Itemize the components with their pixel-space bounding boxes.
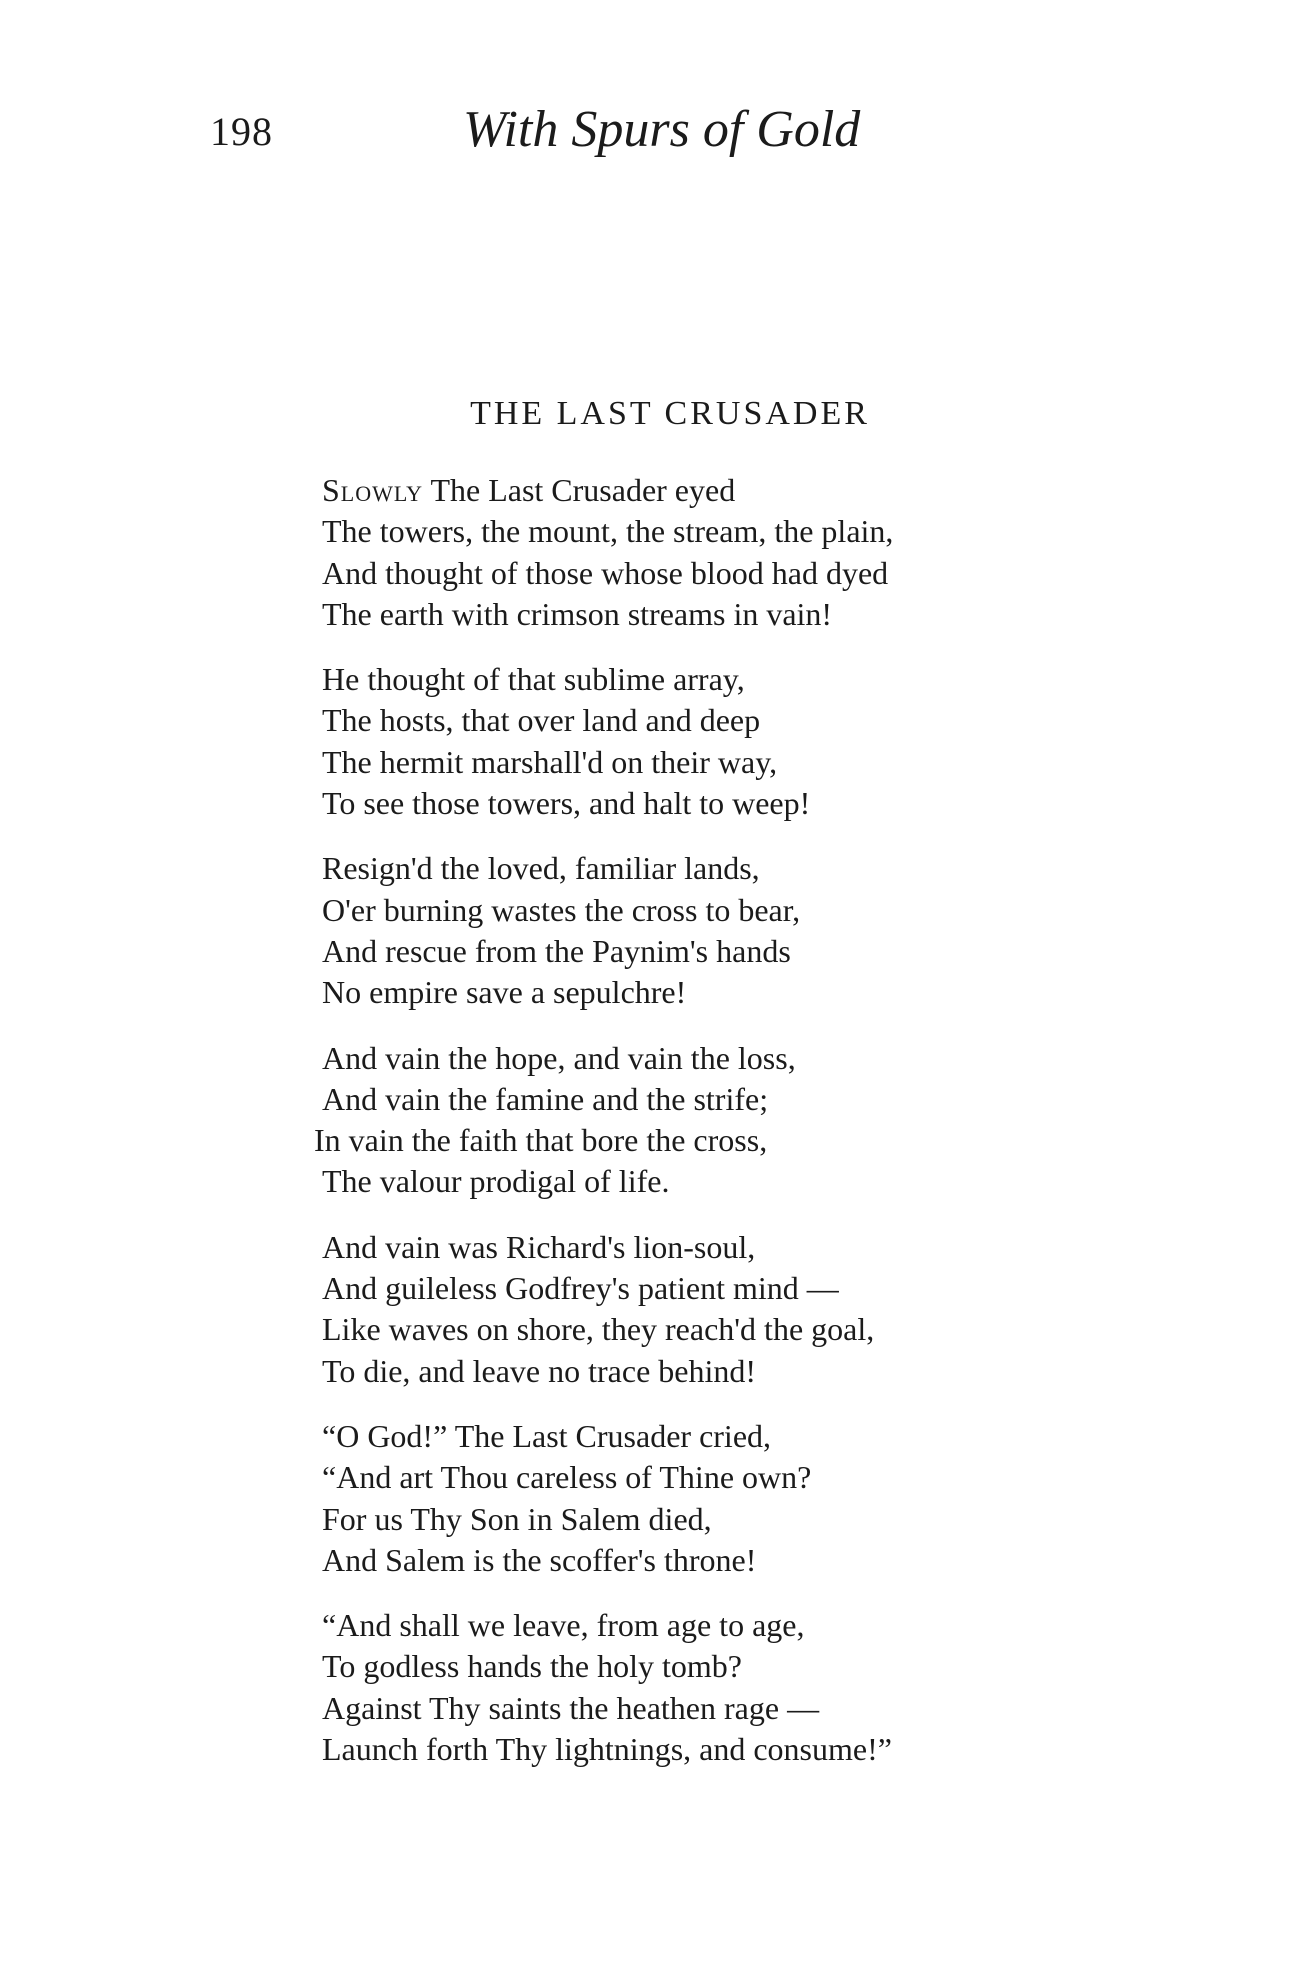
- running-title: With Spurs of Gold: [463, 101, 861, 158]
- poem-line: And vain was Richard's lion-soul,: [322, 1228, 756, 1265]
- poem-line: Like waves on shore, they reach'd the goal,: [322, 1311, 875, 1348]
- stanza-3: [322, 848, 1122, 1013]
- poem-line: The valour prodigal of life.: [322, 1163, 670, 1200]
- page-number: 198: [210, 109, 273, 154]
- stanza-6: [322, 1416, 1122, 1581]
- poem-line: Launch forth Thy lightnings, and consume!”: [322, 1731, 892, 1768]
- poem-line: And thought of those whose blood had dyed: [322, 554, 889, 591]
- poem-line: In vain the faith that bore the cross,: [314, 1122, 768, 1159]
- poem-line: To see those towers, and halt to weep!: [322, 785, 811, 822]
- poem-line: And vain the hope, and vain the loss,: [322, 1039, 796, 1076]
- poem-line: To godless hands the holy tomb?: [322, 1648, 742, 1685]
- first-word: Slowly: [322, 472, 424, 508]
- poem-body: [314, 470, 1122, 1794]
- stanza-7: [322, 1605, 1122, 1770]
- poem-line: And Salem is the scoffer's throne!: [322, 1541, 757, 1578]
- first-line-rest: The Last Crusader eyed: [423, 472, 736, 508]
- stanza-4: [314, 1038, 1122, 1203]
- poem-line: And vain the famine and the strife;: [322, 1080, 769, 1117]
- poem-line: And rescue from the Paynim's hands: [322, 932, 791, 969]
- poem-line: “O God!” The Last Crusader cried,: [322, 1417, 772, 1454]
- stanza-5: [322, 1227, 1122, 1392]
- poem-line: The hosts, that over land and deep: [322, 702, 761, 739]
- poem-line: Resign'd the loved, familiar lands,: [322, 850, 760, 887]
- poem-title: THE LAST CRUSADER: [470, 395, 870, 432]
- poem-line: Against Thy saints the heathen rage —: [322, 1689, 820, 1726]
- poem-line: The earth with crimson streams in vain!: [322, 595, 833, 632]
- poem-line: The hermit marshall'd on their way,: [322, 743, 778, 780]
- poem-line: O'er burning wastes the cross to bear,: [322, 891, 801, 928]
- stanza-1: [322, 470, 1122, 635]
- poem-line: To die, and leave no trace behind!: [322, 1352, 757, 1389]
- poem-line: “And art Thou careless of Thine own?: [322, 1459, 812, 1496]
- poem-line: No empire save a sepulchre!: [322, 974, 687, 1011]
- poem-line: For us Thy Son in Salem died,: [322, 1500, 712, 1537]
- poem-line-first: [322, 470, 1122, 511]
- poem-line: The towers, the mount, the stream, the plain,: [322, 513, 894, 550]
- poem-line: And guileless Godfrey's patient mind —: [322, 1270, 839, 1307]
- poem-line: He thought of that sublime array,: [322, 661, 745, 698]
- stanza-2: [322, 659, 1122, 824]
- poem-line: “And shall we leave, from age to age,: [322, 1607, 805, 1644]
